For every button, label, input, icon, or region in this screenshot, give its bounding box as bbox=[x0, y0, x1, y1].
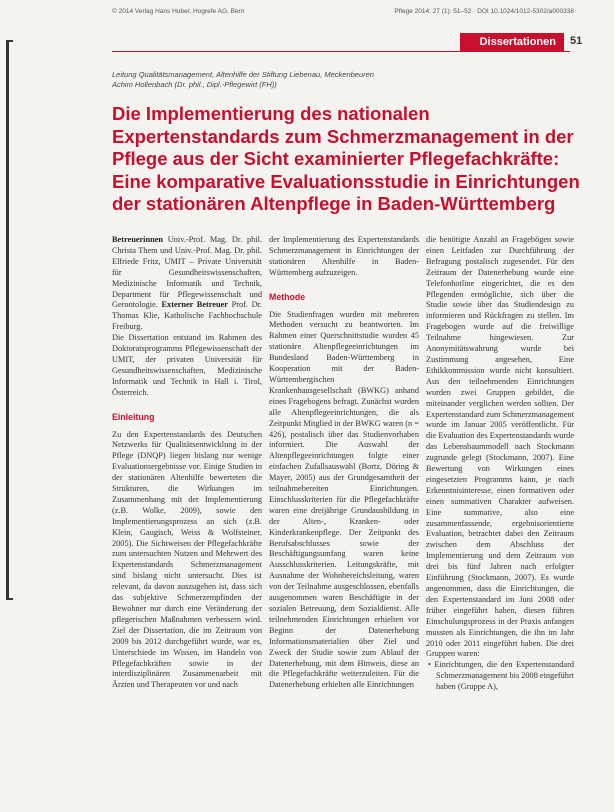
author-block bbox=[112, 70, 572, 90]
intro-continuation: der Implementierung des Expertenstandards Schmerzmanagement in Einrichtungen der stationären Altenhilfe in Baden-Württemberg aufzuzeigen. bbox=[269, 235, 419, 277]
text-column-2 bbox=[269, 235, 419, 691]
dissertation-note: Die Dissertation entstand im Rahmen des Doktoratsprogramms Pflegewissenschaft der UMIT, der privaten Universität für Gesundheitswissenschaften, Medizinische Informatik und Technik in Hall i. Tirol, Österreich. bbox=[112, 333, 262, 397]
supervisors-label: Betreuerinnen bbox=[112, 235, 164, 244]
text-column-3 bbox=[426, 235, 574, 693]
margin-rule bbox=[6, 40, 9, 600]
external-supervisor-text: Prof. Dr. Thomas Klie, Katholische Fachhochschule Freiburg. bbox=[112, 300, 263, 332]
running-header bbox=[112, 8, 574, 15]
supervisors-paragraph bbox=[112, 235, 262, 333]
intro-paragraph: Zu den Expertenstandards des Deutschen Netzwerks für Qualitätsentwicklung in der Pflege (DNQP) liegen bislang nur wenige Evaluationsergebnisse vor. Einige Studien in der stationären Altenhilfe bewerteten die Strukturen, die Wirkungen im Zusammenhang mit der Implementierung (z.B. Wolke, 2009), sowie den Implementierungsprozess an sich (z.B. Klein, Gaugisch, Weiss & Wolfsteiner, 2005). Die Sichtweisen der Pflegefachkräfte zum untersuchten Nutzen und Mehrwert des Expertenstandards Schmerzmanagement sind bislang nicht untersucht. Dies ist relevant, da davon auszugehen ist, dass sich das subjektive Schmerzempfinden der Bewohner nur durch eine Veränderung der pflegerischen Maßnahmen verbessern wird. Ziel der Dissertation, die im Zeitraum von 2009 bis 2012 durchgeführt wurde, war es, Unterschiede im Wissen, im Handeln von Pflegefachkräften sowie in der interdisziplinären Zusammenarbeit mit Ärzten und Therapeuten vor und nach bbox=[112, 429, 262, 690]
text-column-1 bbox=[112, 235, 262, 691]
margin-tick bbox=[6, 40, 13, 42]
heading-methode: Methode bbox=[269, 291, 306, 302]
header-rule bbox=[112, 51, 570, 52]
author-name: Achim Hollenbach (Dr. phil., Dipl.-Pflegewirt (FH)) bbox=[112, 80, 277, 89]
page-number: 51 bbox=[570, 35, 583, 47]
author-affiliation: Leitung Qualitätsmanagement, Altenhilfe der Stiftung Liebenau, Meckenbeuren bbox=[112, 70, 374, 79]
header-citation: Pflege 2014; 27 (1): 51–52 · DOI 10.1024/1012-5302/a000338 bbox=[394, 8, 574, 15]
header-copyright: © 2014 Verlag Hans Huber, Hogrefe AG, Bern bbox=[112, 8, 245, 15]
section-label: Dissertationen bbox=[460, 33, 564, 51]
method-continuation: die benötigte Anzahl an Fragebögen sowie einen Leitfaden zur Durchführung der Befragung postalisch zugesendet. Für den Zeitraum der Datenerhebung wurde eine Telefonhotline eingerichtet, die es den Pflegenden ermöglichte, sich über die Studie sowie über das Studiendesign zu informieren und Rückfragen zu stellen. Im Fragebogen wurde auf die freiwillige Teilnahme hingewiesen. Zur Anonymitätswahrung wurde bei Zustimmung angesehen, Eine Ethikkommission wurde nicht konsultiert. Aus den teilnehmenden Einrichtungen wurden zwei Gruppen gebildet, die miteinander verglichen werden sollten. Der Expertenstandard zum Schmerzmanagement wurde im Januar 2005 veröffentlicht. Für die Evaluation des Expertenstandards wurde das Lebensbaummodell nach Stockmann zugrunde gelegt (Stockmann, 2007). Eine Bewertung von Wirkungen eines eingesetzten Programms kann, je nach Erkenntnisinteresse, einen formativen oder einen summativen Charakter aufweisen. Eine summative, also eine zusammenfassende, ergebnisorientierte Evaluation, betrachtet dabei den Zeitraum zwischen dem Abschluss der Implementierung und dem Zeitraum von drei bis fünf Jahren nach erfolgter Einführung (Stockmann, 2007). Es wurde angenommen, dass die Einrichtungen, die den Expertenstandard im Juni 2008 oder früher eingeführt haben, diesen führen Einschulungsprozess in der Praxis anfangen mussten als Einrichtungen, die ihn im Jahr 2010 oder 2011 eingeführt haben. Die drei Gruppen waren: bbox=[426, 235, 574, 659]
group-list-item: • Einrichtungen, die den Expertenstandard Schmerzmanagement bis 2008 eingeführt haben (Gruppe A), bbox=[428, 660, 575, 692]
margin-tick bbox=[6, 598, 13, 600]
supervisors-text: Univ.-Prof. Mag. Dr. phil. Christa Them und Univ.-Prof. Mag. Dr. phil. Elfriede Fritz, UMIT – Private Universität für Gesundheitswissenschaften, Medizinische Informatik und Technik, Department für Pflegewissenschaft und Gerontologie. bbox=[112, 235, 262, 310]
method-paragraph: Die Studienfragen wurden mit mehreren Methoden versucht zu beantworten. Im Rahmen einer Querschnittstudie wurden 45 stationäre Altenpflegeeinrichtungen im Bundesland Baden-Württemberg in Kooperation mit der Baden-Württembergischen Krankenhausgesellschaft (BWKG) anhand eines Fragebogens befragt. Zunächst wurden alle Altenpflegeeinrichtungen, die als Zeitpunkt Mitglied in der BWKG waren (n = 426), postalisch über das Studienvorhaben informiert. Die Auswahl der Altenpflegeeinrichtungen folgte einer einfachen Zufallsauswahl (Bortz, Döring & Mayer, 2005) aus der Grundgesamtheit der teilnahmebereiten Einrichtungen. Einschlusskriterien für die Pflegefachkräfte waren eine dreijährige Grundausbildung in der Alten-, Kranken- oder Kinderkrankenpflege. Der Zeitpunkt des Berufsabschlusses sowie der Beschäftigungsumfang waren keine Ausschlusskriterien. Leitungskräfte, mit Ausnahme der Wohnbereichsleitung, waren von der Teilnahme ausgeschlossen, ebenfalls ausgenommen waren Beschäftigte in der sozialen Betreuung, dem Sozialdienst. Alle teilnehmenden Einrichtungen erhielten vor Beginn der Datenerhebung Informationsmaterialien über Ziel und Zweck der Studie sowie zum Ablauf der Datenerhebung, mit dem Hinweis, diese an die Pflegefachkräfte weiterzuleiten. Für die Datenerhebung erhielten alle Einrichtungen bbox=[269, 309, 419, 690]
heading-einleitung: Einleitung bbox=[112, 411, 155, 422]
article-title: Die Implementierung des nationalen Expertenstandards zum Schmerzmanagement in der Pflege aus der Sicht examinierter Pflegefachkräfte: Eine komparative Evaluationsstudie in Einrichtungen der stationären Altenpflege in Baden-Württemberg bbox=[112, 103, 580, 214]
external-supervisor-label: Externer Betreuer bbox=[161, 300, 228, 310]
